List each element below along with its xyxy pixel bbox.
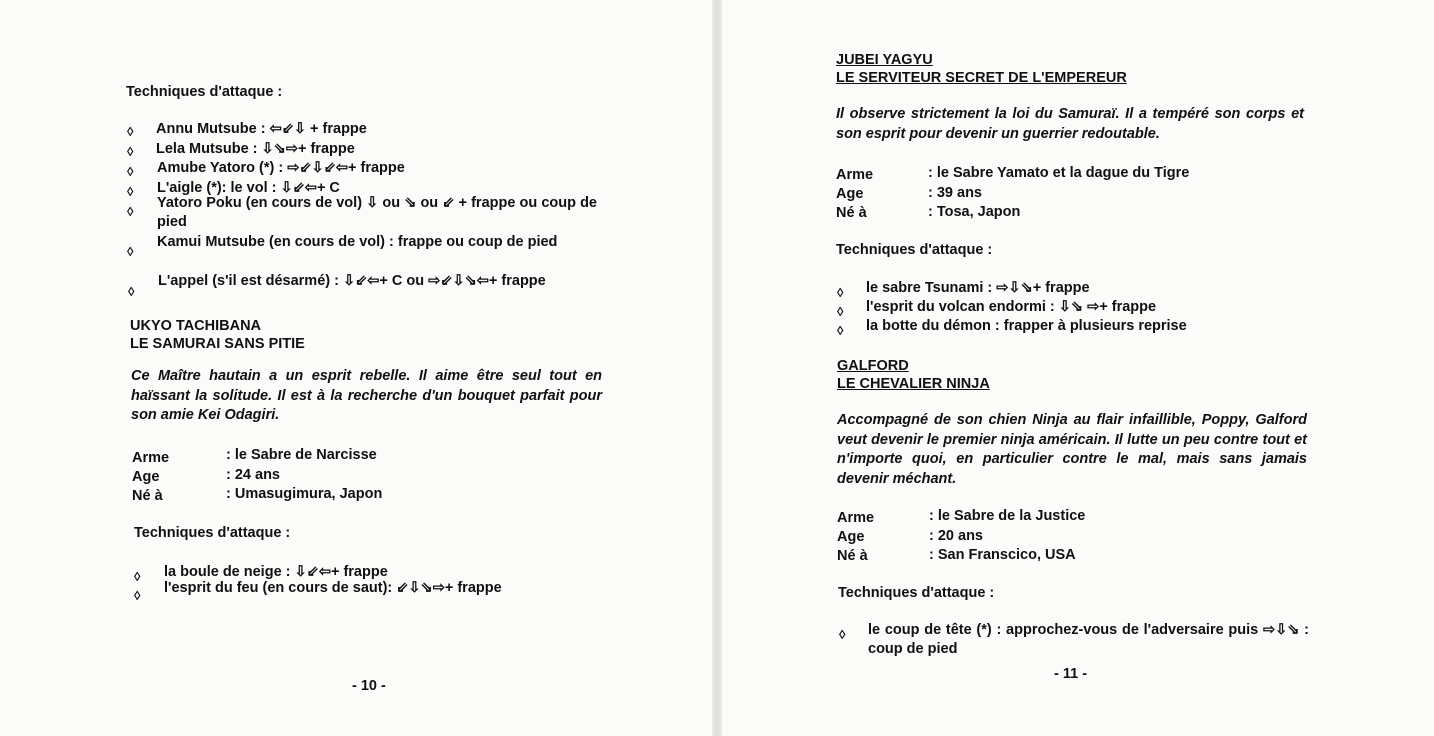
stat-label: Arme (836, 167, 874, 183)
stat-value: : le Sabre de Narcisse (226, 447, 377, 463)
character-title: LE SAMURAI SANS PITIE (130, 336, 305, 352)
move-item: Amube Yatoro (*) : ⇨⇙⇩⇙⇦+ frappe (157, 160, 405, 176)
left-page (0, 0, 712, 736)
stat-label: Arme (132, 450, 170, 466)
stat-label: Né à (132, 488, 163, 504)
move-item: L'appel (s'il est désarmé) : ⇩⇙⇦+ C ou ⇨⇙⇩⇘⇦+ frappe (158, 273, 546, 289)
bullet-icon: ◊ (127, 184, 134, 199)
stat-value: : Tosa, Japon (928, 204, 1021, 220)
stat-label: Né à (837, 548, 868, 564)
stat-value: : 39 ans (928, 185, 982, 201)
move-item: l'esprit du volcan endormi : ⇩⇘ ⇨+ frappe (866, 299, 1157, 315)
stat-value: : San Franscico, USA (929, 547, 1076, 563)
bullet-icon: ◊ (127, 204, 134, 219)
move-item: L'aigle (*): le vol : ⇩⇙⇦+ C (157, 180, 340, 196)
character-name: JUBEI YAGYU (836, 52, 933, 68)
bullet-icon: ◊ (134, 588, 141, 603)
character-title: LE CHEVALIER NINJA (837, 376, 990, 392)
bullet-icon: ◊ (837, 304, 844, 319)
attack-techniques-heading: Techniques d'attaque : (126, 84, 283, 100)
move-item: Kamui Mutsube (en cours de vol) : frappe ou coup de pied (157, 234, 558, 250)
move-item: la botte du démon : frapper à plusieurs reprise (866, 318, 1187, 334)
page-gutter (712, 0, 722, 736)
stat-value: : 24 ans (226, 467, 280, 483)
move-item: la boule de neige : ⇩⇙⇦+ frappe (164, 564, 388, 580)
attack-techniques-heading: Techniques d'attaque : (838, 585, 995, 601)
attack-techniques-heading: Techniques d'attaque : (134, 525, 291, 541)
character-title: LE SERVITEUR SECRET DE L'EMPEREUR (836, 70, 1127, 86)
bullet-icon: ◊ (837, 285, 844, 300)
attack-techniques-heading: Techniques d'attaque : (836, 242, 993, 258)
bullet-icon: ◊ (839, 627, 846, 642)
bullet-icon: ◊ (837, 323, 844, 338)
move-item: Annu Mutsube : ⇦⇙⇩ + frappe (156, 121, 367, 137)
character-description: Ce Maître hautain a un esprit rebelle. Il aime être seul tout en haïssant la solitude. Il est à la recherche d'un bouquet parfait pour son amie Kei Odagiri. (131, 368, 602, 423)
character-description: Accompagné de son chien Ninja au flair infaillible, Poppy, Galford veut devenir le premier ninja américain. Il lutte un peu contre tout et n'importe quoi, en particulier contre le mal, mais sans jamais devenir méchant. (837, 412, 1307, 487)
bullet-icon: ◊ (128, 284, 135, 299)
move-item: Lela Mutsube : ⇩⇘⇨+ frappe (156, 141, 355, 157)
page-number: - 11 - (1054, 666, 1088, 682)
bullet-icon: ◊ (127, 144, 134, 159)
page-number: - 10 - (352, 678, 386, 694)
bullet-icon: ◊ (134, 569, 141, 584)
bullet-icon: ◊ (127, 124, 134, 139)
stat-value: : le Sabre Yamato et la dague du Tigre (928, 165, 1190, 181)
stat-value: : 20 ans (929, 528, 983, 544)
character-name: GALFORD (837, 358, 909, 374)
right-page (722, 0, 1434, 736)
stat-label: Age (132, 469, 160, 485)
move-item: Yatoro Poku (en cours de vol) ⇩ ou ⇘ ou ⇙ + frappe ou coup de pied (157, 195, 597, 230)
stat-value: : le Sabre de la Justice (929, 508, 1086, 524)
bullet-icon: ◊ (127, 244, 134, 259)
bullet-icon: ◊ (127, 164, 134, 179)
move-item: le sabre Tsunami : ⇨⇩⇘+ frappe (866, 280, 1090, 296)
character-description: Il observe strictement la loi du Samuraï. Il a tempéré son corps et son esprit pour devenir un guerrier redoutable. (836, 106, 1304, 142)
stat-value: : Umasugimura, Japon (226, 486, 383, 502)
character-name: UKYO TACHIBANA (130, 318, 262, 334)
stat-label: Arme (837, 510, 875, 526)
stat-label: Né à (836, 205, 867, 221)
move-item: le coup de tête (*) : approchez-vous de l'adversaire puis ⇨⇩⇘ : coup de pied (868, 622, 1309, 657)
stat-label: Age (836, 186, 864, 202)
move-item: l'esprit du feu (en cours de saut): ⇙⇩⇘⇨+ frappe (164, 580, 502, 596)
stat-label: Age (837, 529, 865, 545)
